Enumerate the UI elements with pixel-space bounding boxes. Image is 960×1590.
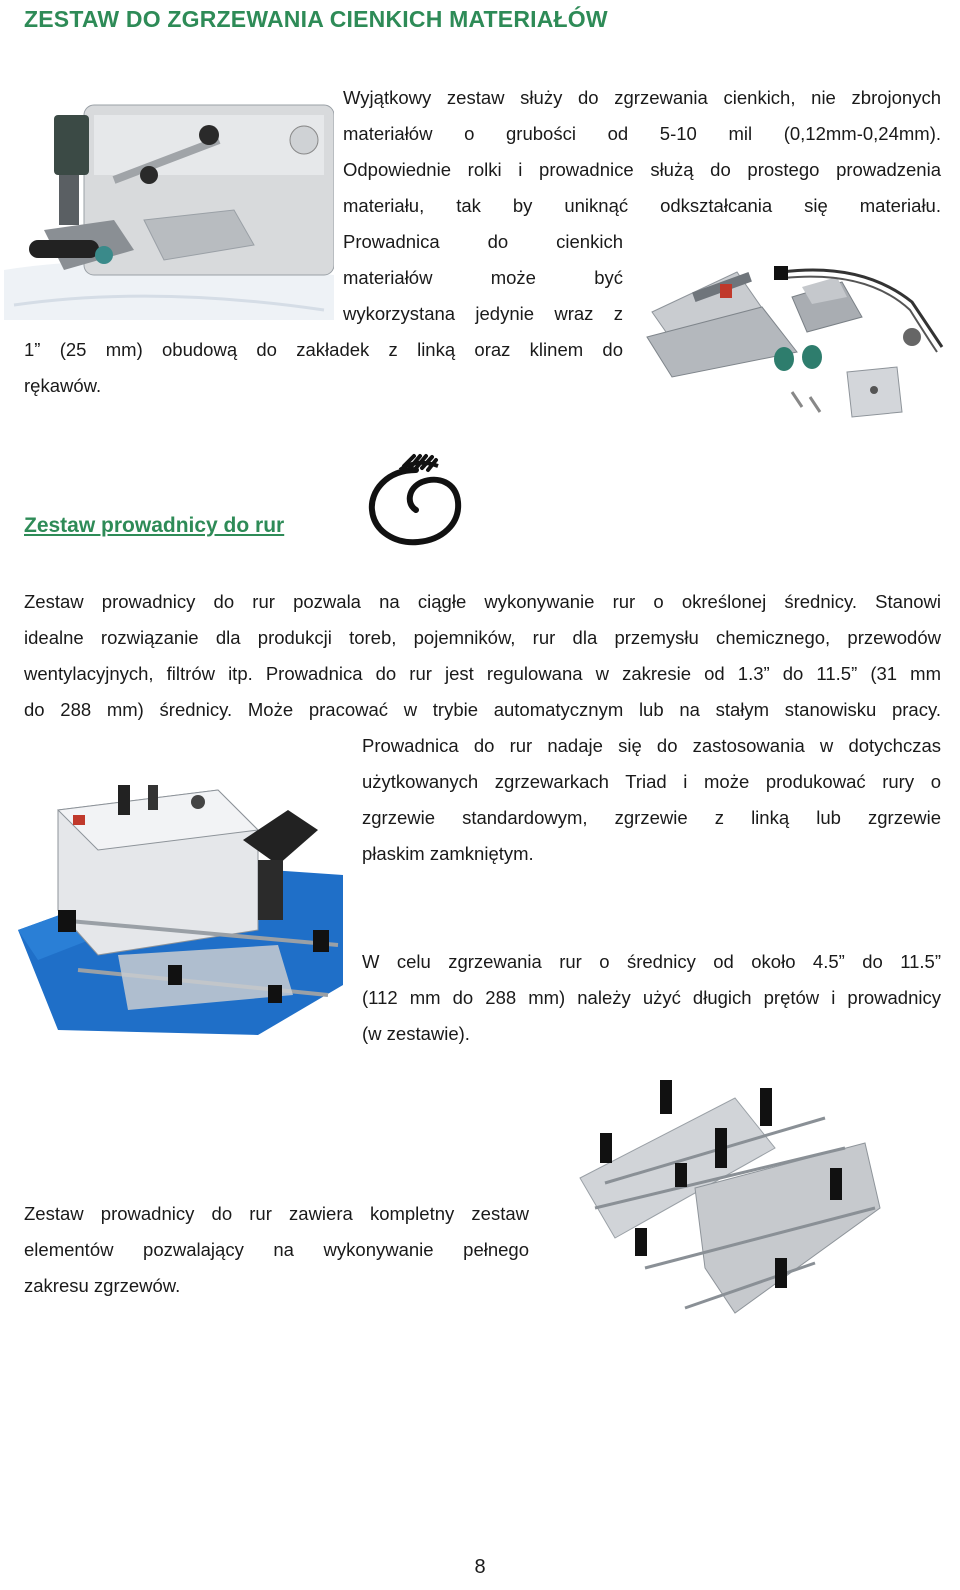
text-line: Zestaw prowadnicy do rur zawiera kompletny zestaw <box>24 1203 529 1224</box>
tube-guide-kit-image <box>575 1068 885 1323</box>
text-line: wykorzystana jedynie wraz z <box>343 303 623 324</box>
text-line: elementów pozwalający na wykonywanie pełnego <box>24 1239 529 1260</box>
text-line: materiałów o grubości od 5-10 mil (0,12mm-0,24mm). <box>343 123 941 144</box>
welder-tube-guide-image <box>18 770 348 1035</box>
text-line: Prowadnica do rur nadaje się do zastosowania w dotychczas <box>362 735 941 756</box>
text-line: do 288 mm) średnicy. Może pracować w trybie automatycznym lub na stałym stanowisku pracy. <box>24 699 941 720</box>
text-line: Zestaw prowadnicy do rur pozwala na ciągłe wykonywanie rur o określonej średnicy. Stanowi <box>24 591 941 612</box>
text-line: materiału, tak by uniknąć odkształcania się materiału. <box>343 195 941 216</box>
welding-machine-thin-material-image <box>4 100 334 320</box>
section2-diameter-paragraph <box>362 944 941 1052</box>
text-line: (112 mm do 288 mm) należy użyć długich prętów i prowadnicy <box>362 987 941 1008</box>
section-title-tube-guide: Zestaw prowadnicy do rur <box>24 514 285 537</box>
text-line: zgrzewie standardowym, zgrzewie z linką lub zgrzewie <box>362 807 941 828</box>
section1-paragraph-bottom <box>24 332 623 404</box>
text-line: (w zestawie). <box>362 1023 470 1044</box>
thin-material-guide-parts-image <box>642 232 947 427</box>
section2-intro-paragraph <box>24 584 941 728</box>
section1-paragraph-top <box>343 80 941 224</box>
section2-kit-paragraph <box>24 1196 529 1304</box>
text-line: Prowadnica do cienkich <box>343 231 623 252</box>
text-line: rękawów. <box>24 375 102 396</box>
text-line: idealne rozwiązanie dla produkcji toreb, pojemników, rur dla przemysłu chemicznego, przewodów <box>24 627 941 648</box>
text-line: wentylacyjnych, filtrów itp. Prowadnica do rur jest regulowana w zakresie od 1.3” do 11.5” (31 mm <box>24 663 941 684</box>
text-line: W celu zgrzewania rur o średnicy od około 4.5” do 11.5” <box>362 951 941 972</box>
tube-guide-icon <box>366 452 466 548</box>
text-line: płaskim zamkniętym. <box>362 843 534 864</box>
text-line: zakresu zgrzewów. <box>24 1275 181 1296</box>
text-line: materiałów może być <box>343 267 623 288</box>
text-line: Wyjątkowy zestaw służy do zgrzewania cienkich, nie zbrojonych <box>343 87 941 108</box>
text-line: 1” (25 mm) obudową do zakładek z linką oraz klinem do <box>24 339 623 360</box>
section1-paragraph-middle <box>343 224 623 332</box>
page-number: 8 <box>474 1556 486 1578</box>
page-title: ZESTAW DO ZGRZEWANIA CIENKICH MATERIAŁÓW <box>24 6 608 32</box>
text-line: użytkowanych zgrzewarkach Triad i może produkować rury o <box>362 771 941 792</box>
section2-compatibility-paragraph <box>362 728 941 872</box>
text-line: Odpowiednie rolki i prowadnice służą do prostego prowadzenia <box>343 159 941 180</box>
